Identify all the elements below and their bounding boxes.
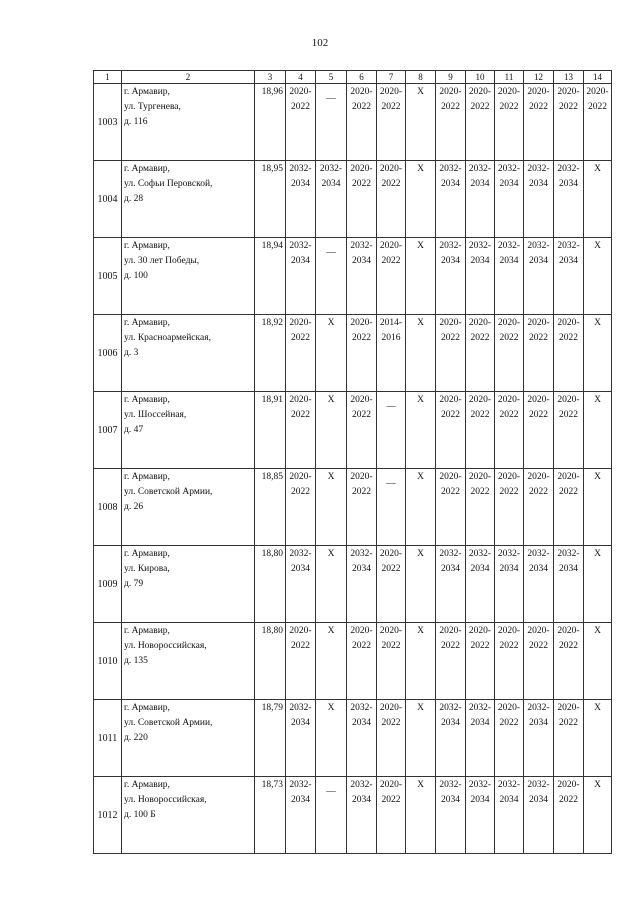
address-cell — [122, 469, 255, 546]
address-line: ул. Советской Армии, — [124, 718, 213, 728]
address-line: ул. Кирова, — [124, 564, 170, 574]
period-cell: X — [584, 700, 612, 777]
table-row — [94, 161, 612, 238]
column-header: 14 — [584, 71, 612, 84]
period-cell: 2032- 2034 — [436, 161, 466, 238]
period-cell — [377, 469, 406, 546]
period-cell: 2020- 2022 — [286, 469, 316, 546]
period-cell: 2020- 2022 — [347, 315, 377, 392]
period-cell: X — [584, 315, 612, 392]
column-header: 2 — [122, 71, 255, 84]
row-number: 1011 — [94, 700, 122, 777]
period-cell: X — [584, 238, 612, 315]
period-cell: 2032- 2034 — [347, 700, 377, 777]
row-number: 1012 — [94, 777, 122, 854]
period-cell: 2020- 2022 — [495, 700, 524, 777]
column-header: 3 — [255, 71, 286, 84]
period-cell: 2032- 2034 — [347, 777, 377, 854]
period-cell: 2020- 2022 — [436, 469, 466, 546]
period-cell — [377, 392, 406, 469]
address-line: д. 100 — [124, 271, 148, 281]
period-cell: 2032- 2034 — [466, 700, 495, 777]
register-table — [93, 70, 612, 854]
period-cell: 2020- 2022 — [524, 315, 554, 392]
period-cell: X — [406, 546, 436, 623]
address-cell — [122, 161, 255, 238]
row-number: 1009 — [94, 546, 122, 623]
period-cell: 2020- 2022 — [466, 469, 495, 546]
address-cell — [122, 777, 255, 854]
dash-mark: — — [386, 402, 396, 412]
period-cell: X — [406, 777, 436, 854]
address-cell — [122, 700, 255, 777]
value-cell: 18,92 — [255, 315, 286, 392]
period-cell — [316, 84, 347, 161]
period-cell: 2020- 2022 — [495, 623, 524, 700]
period-cell: 2020- 2022 — [377, 161, 406, 238]
address-line: г. Армавир, — [124, 472, 170, 482]
address-line: д. 26 — [124, 502, 144, 512]
dash-mark: — — [326, 248, 336, 258]
value-cell: 18,73 — [255, 777, 286, 854]
address-line: г. Армавир, — [124, 318, 170, 328]
period-cell: 2032- 2034 — [466, 777, 495, 854]
period-cell: X — [316, 700, 347, 777]
period-cell: X — [584, 777, 612, 854]
period-cell: 2020- 2022 — [524, 84, 554, 161]
row-number: 1008 — [94, 469, 122, 546]
period-cell: 2020- 2022 — [554, 469, 584, 546]
period-cell: 2020- 2022 — [377, 238, 406, 315]
period-cell: X — [316, 315, 347, 392]
dash-mark: — — [386, 479, 396, 489]
address-line: ул. Тургенева, — [124, 102, 181, 112]
column-header: 12 — [524, 71, 554, 84]
period-cell: X — [584, 623, 612, 700]
table-row — [94, 392, 612, 469]
value-cell: 18,95 — [255, 161, 286, 238]
period-cell: X — [406, 700, 436, 777]
period-cell: 2032- 2034 — [466, 546, 495, 623]
period-cell: X — [316, 469, 347, 546]
period-cell: X — [406, 623, 436, 700]
address-line: д. 28 — [124, 194, 144, 204]
period-cell — [316, 777, 347, 854]
period-cell: 2020- 2022 — [377, 700, 406, 777]
period-cell: 2032- 2034 — [286, 546, 316, 623]
value-cell: 18,85 — [255, 469, 286, 546]
period-cell: 2032- 2034 — [436, 777, 466, 854]
period-cell: 2020- 2022 — [347, 392, 377, 469]
period-cell: X — [406, 392, 436, 469]
period-cell: 2020- 2022 — [377, 777, 406, 854]
address-cell — [122, 546, 255, 623]
period-cell: X — [406, 161, 436, 238]
period-cell: 2032- 2034 — [436, 700, 466, 777]
table-row — [94, 777, 612, 854]
row-number: 1003 — [94, 84, 122, 161]
table-row — [94, 238, 612, 315]
address-line: ул. Красноармейская, — [124, 333, 211, 343]
period-cell: 2032- 2034 — [347, 238, 377, 315]
value-cell: 18,80 — [255, 623, 286, 700]
period-cell: 2020- 2022 — [524, 469, 554, 546]
row-number: 1005 — [94, 238, 122, 315]
column-header: 11 — [495, 71, 524, 84]
period-cell: 2032- 2034 — [495, 238, 524, 315]
table-row — [94, 84, 612, 161]
period-cell: 2020- 2022 — [495, 469, 524, 546]
dash-mark: — — [326, 787, 336, 797]
period-cell: 2032- 2034 — [436, 238, 466, 315]
period-cell: 2020- 2022 — [347, 469, 377, 546]
address-line: д. 116 — [124, 117, 148, 127]
address-cell — [122, 392, 255, 469]
address-line: г. Армавир, — [124, 626, 170, 636]
period-cell: X — [316, 623, 347, 700]
period-cell: 2032- 2034 — [554, 546, 584, 623]
column-header: 7 — [377, 71, 406, 84]
period-cell: 2020- 2022 — [495, 84, 524, 161]
address-cell — [122, 315, 255, 392]
period-cell: 2020- 2022 — [554, 315, 584, 392]
period-cell: 2020- 2022 — [554, 623, 584, 700]
column-header: 13 — [554, 71, 584, 84]
period-cell: 2020- 2022 — [377, 84, 406, 161]
table-row — [94, 546, 612, 623]
period-cell: 2020- 2022 — [584, 84, 612, 161]
column-header: 4 — [286, 71, 316, 84]
address-line: ул. Советской Армии, — [124, 487, 213, 497]
column-header: 5 — [316, 71, 347, 84]
address-line: ул. Шоссейная, — [124, 410, 187, 420]
address-line: д. 220 — [124, 733, 148, 743]
period-cell: 2020- 2022 — [286, 623, 316, 700]
period-cell: 2032- 2034 — [347, 546, 377, 623]
period-cell: 2020- 2022 — [466, 623, 495, 700]
value-cell: 18,96 — [255, 84, 286, 161]
table-row — [94, 315, 612, 392]
period-cell: X — [316, 392, 347, 469]
period-cell: X — [316, 546, 347, 623]
period-cell: 2032- 2034 — [524, 546, 554, 623]
period-cell: 2032- 2034 — [524, 700, 554, 777]
address-line: д. 79 — [124, 579, 144, 589]
period-cell: 2020- 2022 — [466, 84, 495, 161]
address-line: г. Армавир, — [124, 87, 170, 97]
table-row — [94, 623, 612, 700]
value-cell: 18,94 — [255, 238, 286, 315]
period-cell: 2020- 2022 — [286, 392, 316, 469]
address-line: д. 3 — [124, 348, 139, 358]
period-cell: 2020- 2022 — [554, 777, 584, 854]
period-cell: 2020- 2022 — [524, 623, 554, 700]
period-cell: 2032- 2034 — [286, 161, 316, 238]
period-cell: X — [584, 546, 612, 623]
row-number: 1007 — [94, 392, 122, 469]
period-cell: 2032- 2034 — [466, 238, 495, 315]
period-cell: 2020- 2022 — [436, 84, 466, 161]
period-cell: 2020- 2022 — [466, 315, 495, 392]
period-cell: 2020- 2022 — [436, 392, 466, 469]
address-line: г. Армавир, — [124, 549, 170, 559]
period-cell: 2020- 2022 — [466, 392, 495, 469]
row-number: 1010 — [94, 623, 122, 700]
period-cell — [316, 238, 347, 315]
period-cell: 2020- 2022 — [377, 623, 406, 700]
address-cell — [122, 238, 255, 315]
table-body — [94, 71, 612, 854]
address-line: г. Армавир, — [124, 780, 170, 790]
table-row — [94, 469, 612, 546]
period-cell: 2032- 2034 — [286, 238, 316, 315]
period-cell: 2032- 2034 — [554, 238, 584, 315]
period-cell: 2032- 2034 — [495, 777, 524, 854]
period-cell: 2014- 2016 — [377, 315, 406, 392]
period-cell: 2032- 2034 — [495, 546, 524, 623]
period-cell: 2032- 2034 — [466, 161, 495, 238]
value-cell: 18,91 — [255, 392, 286, 469]
value-cell: 18,80 — [255, 546, 286, 623]
period-cell: X — [584, 469, 612, 546]
value-cell: 18,79 — [255, 700, 286, 777]
address-line: ул. Новороссийская, — [124, 641, 207, 651]
period-cell: 2020- 2022 — [286, 315, 316, 392]
period-cell: 2032- 2034 — [436, 546, 466, 623]
period-cell: X — [584, 161, 612, 238]
period-cell: 2020- 2022 — [495, 392, 524, 469]
period-cell: 2032- 2034 — [524, 161, 554, 238]
period-cell: X — [406, 315, 436, 392]
address-line: ул. Софьи Перовской, — [124, 179, 213, 189]
row-number: 1004 — [94, 161, 122, 238]
page-number: 102 — [311, 37, 329, 49]
address-line: г. Армавир, — [124, 241, 170, 251]
address-cell — [122, 623, 255, 700]
period-cell: 2020- 2022 — [347, 84, 377, 161]
period-cell: 2020- 2022 — [524, 392, 554, 469]
period-cell: 2020- 2022 — [286, 84, 316, 161]
period-cell: 2032- 2034 — [316, 161, 347, 238]
period-cell: 2020- 2022 — [436, 315, 466, 392]
address-line: г. Армавир, — [124, 395, 170, 405]
period-cell: X — [406, 238, 436, 315]
address-line: д. 100 Б — [124, 810, 156, 820]
period-cell: 2020- 2022 — [377, 546, 406, 623]
period-cell: 2020- 2022 — [495, 315, 524, 392]
address-line: г. Армавир, — [124, 164, 170, 174]
column-header: 6 — [347, 71, 377, 84]
period-cell: 2020- 2022 — [436, 623, 466, 700]
period-cell: 2032- 2034 — [554, 161, 584, 238]
dash-mark: — — [326, 94, 336, 104]
period-cell: 2032- 2034 — [286, 700, 316, 777]
period-cell: 2020- 2022 — [554, 392, 584, 469]
period-cell: 2020- 2022 — [347, 623, 377, 700]
column-header: 8 — [406, 71, 436, 84]
period-cell: 2020- 2022 — [347, 161, 377, 238]
column-header: 1 — [94, 71, 122, 84]
address-cell — [122, 84, 255, 161]
period-cell: X — [406, 84, 436, 161]
address-line: ул. Новороссийская, — [124, 795, 207, 805]
column-header: 9 — [436, 71, 466, 84]
period-cell: 2032- 2034 — [495, 161, 524, 238]
period-cell: 2020- 2022 — [554, 84, 584, 161]
header-row — [94, 71, 612, 84]
address-line: д. 47 — [124, 425, 144, 435]
address-line: д. 135 — [124, 656, 148, 666]
period-cell: 2020- 2022 — [554, 700, 584, 777]
address-line: г. Армавир, — [124, 703, 170, 713]
table-row — [94, 700, 612, 777]
period-cell: 2032- 2034 — [524, 238, 554, 315]
period-cell: 2032- 2034 — [524, 777, 554, 854]
period-cell: X — [406, 469, 436, 546]
address-line: ул. 30 лет Победы, — [124, 256, 200, 266]
column-header: 10 — [466, 71, 495, 84]
period-cell: 2032- 2034 — [286, 777, 316, 854]
row-number: 1006 — [94, 315, 122, 392]
period-cell: X — [584, 392, 612, 469]
